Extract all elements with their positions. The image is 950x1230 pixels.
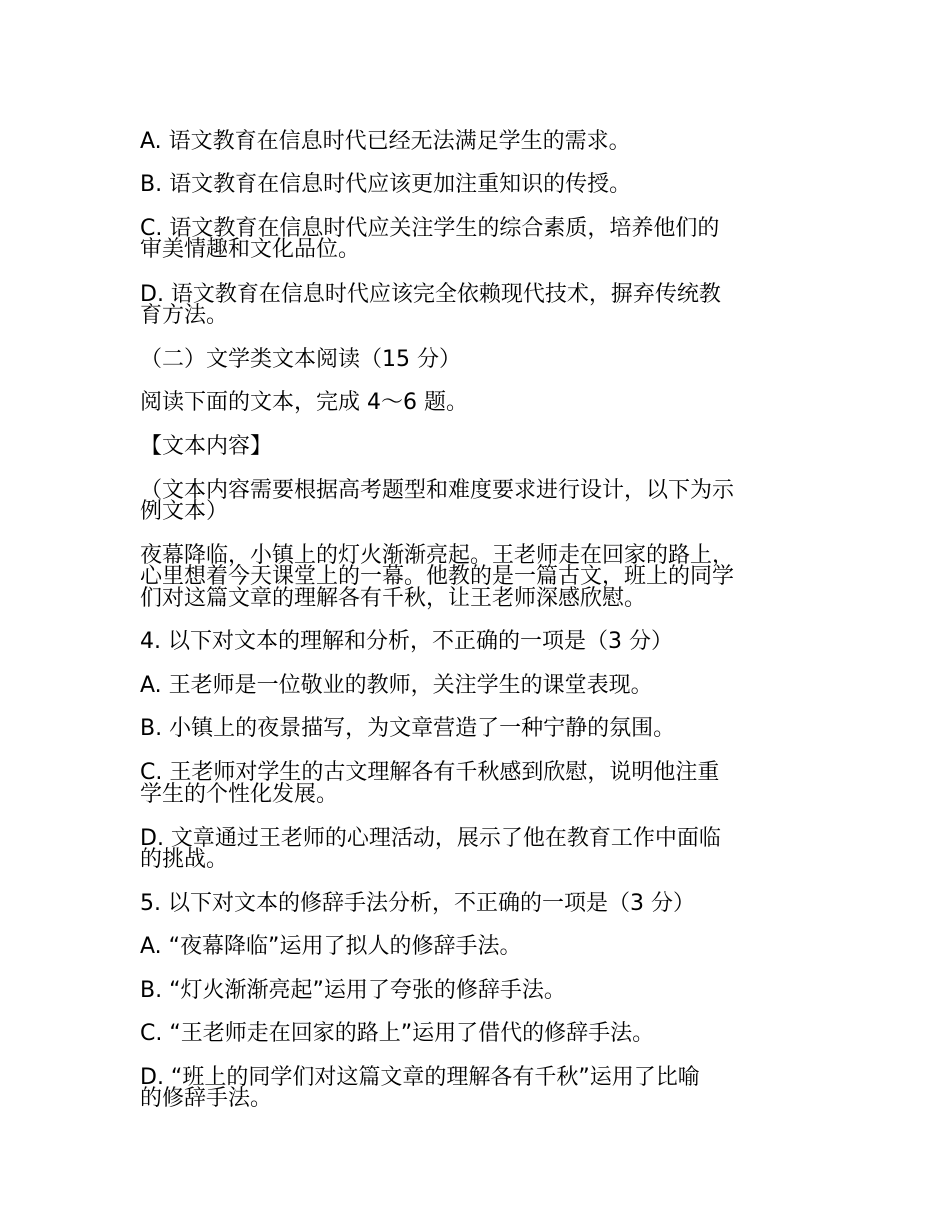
q5-option-a: A. “夜幕降临”运用了拟人的修辞手法。 xyxy=(140,934,522,959)
q5-option-c: C. “王老师走在回家的路上”运用了借代的修辞手法。 xyxy=(140,1021,655,1046)
q4-option-b: B. 小镇上的夜景描写，为文章营造了一种宁静的氛围。 xyxy=(140,716,676,741)
q4-option-d-line1: D. 文章通过王老师的心理活动，展示了他在教育工作中面临 xyxy=(140,826,721,851)
q4-stem: 4. 以下对文本的理解和分析，不正确的一项是（3 分） xyxy=(140,629,673,654)
passage-line3: 们对这篇文章的理解各有千秋，让王老师深感欣慰。 xyxy=(140,586,647,611)
section-heading: （二）文学类文本阅读（15 分） xyxy=(140,347,461,372)
text-note-line1: （文本内容需要根据高考题型和难度要求进行设计，以下为示 xyxy=(140,478,735,503)
text-label: 【文本内容】 xyxy=(140,434,273,459)
q4-option-c-line2: 学生的个性化发展。 xyxy=(140,782,339,807)
q3-option-a: A. 语文教育在信息时代已经无法满足学生的需求。 xyxy=(140,129,631,154)
q5-option-b: B. “灯火渐渐亮起”运用了夸张的修辞手法。 xyxy=(140,978,566,1003)
passage-line1: 夜幕降临，小镇上的灯火渐渐亮起。王老师走在回家的路上， xyxy=(140,543,735,568)
q5-stem: 5. 以下对文本的修辞手法分析，不正确的一项是（3 分） xyxy=(140,891,695,916)
q5-option-d-line2: 的修辞手法。 xyxy=(140,1086,273,1111)
q4-option-d-line2: 的挑战。 xyxy=(140,847,229,872)
q3-option-c-line1: C. 语文教育在信息时代应关注学生的综合素质，培养他们的 xyxy=(140,216,720,241)
q3-option-d-line2: 育方法。 xyxy=(140,303,229,328)
instruction: 阅读下面的文本，完成 4～6 题。 xyxy=(140,390,468,415)
q4-option-a: A. 王老师是一位敬业的教师，关注学生的课堂表现。 xyxy=(140,673,653,698)
q3-option-b: B. 语文教育在信息时代应该更加注重知识的传授。 xyxy=(140,172,632,197)
q4-option-c-line1: C. 王老师对学生的古文理解各有千秋感到欣慰，说明他注重 xyxy=(140,760,720,785)
text-note-line2: 例文本） xyxy=(140,499,229,524)
q3-option-c-line2: 审美情趣和文化品位。 xyxy=(140,237,361,262)
q5-option-d-line1: D. “班上的同学们对这篇文章的理解各有千秋”运用了比喻 xyxy=(140,1065,700,1090)
passage-line2: 心里想着今天课堂上的一幕。他教的是一篇古文，班上的同学 xyxy=(140,564,735,589)
q3-option-d-line1: D. 语文教育在信息时代应该完全依赖现代技术，摒弃传统教 xyxy=(140,282,721,307)
